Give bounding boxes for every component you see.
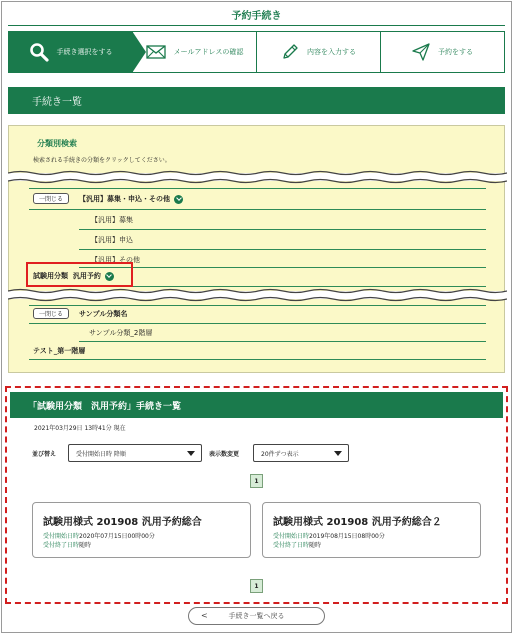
category-group-sample[interactable]: サンプル分類名 bbox=[79, 310, 128, 318]
step-label: メールアドレスの確認 bbox=[173, 48, 244, 56]
divider-line bbox=[29, 188, 486, 189]
selected-name: 汎用予約 bbox=[72, 272, 101, 280]
results-timestamp: 2021年03月29日 13時41分 現在 bbox=[34, 425, 126, 432]
pencil-icon bbox=[281, 43, 299, 61]
category-group-general[interactable] bbox=[79, 194, 183, 204]
count-label: 表示数変更 bbox=[209, 451, 240, 458]
divider-line bbox=[29, 305, 486, 306]
step-label: 予約をする bbox=[438, 48, 473, 56]
procedure-card[interactable] bbox=[32, 502, 251, 558]
procedure-card[interactable] bbox=[262, 502, 481, 558]
results-title: 「試験用分類 汎用予約」手続き一覧 bbox=[10, 392, 503, 418]
sort-select[interactable] bbox=[68, 444, 202, 462]
category-search-panel bbox=[8, 125, 505, 373]
back-button-label: 手続き一覧へ戻る bbox=[228, 612, 285, 620]
card-end: 受付終了日時随時 bbox=[273, 542, 322, 549]
step-make-reservation bbox=[381, 32, 504, 72]
search-icon bbox=[29, 42, 49, 62]
step-confirm-email bbox=[133, 32, 257, 72]
collapse-button[interactable]: 一閉じる bbox=[33, 193, 69, 204]
step-select-procedure bbox=[9, 32, 133, 72]
selected-category: 試験用分類 bbox=[33, 272, 68, 280]
page-button[interactable]: 1 bbox=[250, 579, 263, 593]
divider-line bbox=[79, 267, 486, 268]
divider-line bbox=[29, 323, 486, 324]
paper-plane-icon bbox=[412, 43, 430, 61]
page-button[interactable]: 1 bbox=[250, 474, 263, 488]
progress-stepper bbox=[8, 31, 505, 73]
divider-line bbox=[79, 249, 486, 250]
step-label: 内容を入力する bbox=[307, 48, 356, 56]
count-value: 20件ずつ表示 bbox=[261, 450, 299, 458]
divider-line bbox=[79, 341, 486, 342]
card-end: 受付終了日時随時 bbox=[43, 542, 92, 549]
category-item-other[interactable]: 【汎用】その他 bbox=[91, 256, 140, 264]
category-search-title: 分類別検索 bbox=[37, 139, 77, 148]
page-title: 予約手続き bbox=[231, 11, 282, 22]
category-name: 【汎用】募集・申込・その他 bbox=[79, 195, 170, 203]
category-item-test[interactable]: テスト_第一階層 bbox=[33, 347, 86, 355]
category-search-description: 検索される手続きの分類をクリックしてください。 bbox=[33, 157, 171, 164]
title-divider bbox=[8, 25, 505, 26]
sort-label: 並び替え bbox=[32, 451, 57, 458]
category-item-recruit[interactable]: 【汎用】募集 bbox=[91, 216, 133, 224]
dropdown-arrow-icon bbox=[334, 451, 342, 456]
count-select[interactable] bbox=[253, 444, 349, 462]
sort-value: 受付開始日時 降順 bbox=[76, 450, 126, 458]
step-enter-details bbox=[257, 32, 381, 72]
procedure-list-header: 手続き一覧 bbox=[8, 87, 505, 114]
card-start: 受付開始日時2019年08月15日08時00分 bbox=[273, 533, 385, 540]
divider-line bbox=[79, 229, 486, 230]
category-item-sample-2[interactable]: サンプル分類_2階層 bbox=[89, 329, 153, 337]
wave-divider bbox=[8, 288, 507, 302]
envelope-icon bbox=[146, 45, 166, 59]
chevron-left-icon: < bbox=[201, 611, 208, 620]
back-to-list-button[interactable] bbox=[188, 607, 325, 625]
category-item-apply[interactable]: 【汎用】申込 bbox=[91, 236, 133, 244]
dropdown-arrow-icon bbox=[187, 451, 195, 456]
step-label: 手続き選択をする bbox=[56, 48, 113, 56]
collapse-button[interactable]: 一閉じる bbox=[33, 308, 69, 319]
results-panel bbox=[5, 386, 508, 604]
divider-line bbox=[29, 209, 486, 210]
card-title: 試験用様式 201908 汎用予約総合 bbox=[43, 517, 202, 528]
card-start: 受付開始日時2020年07月15日00時00分 bbox=[43, 533, 155, 540]
wave-divider bbox=[8, 170, 507, 184]
divider-line bbox=[29, 359, 486, 360]
selected-category-highlight bbox=[26, 262, 133, 287]
chevron-down-icon bbox=[174, 195, 183, 204]
card-title: 試験用様式 201908 汎用予約総合２ bbox=[273, 517, 442, 528]
